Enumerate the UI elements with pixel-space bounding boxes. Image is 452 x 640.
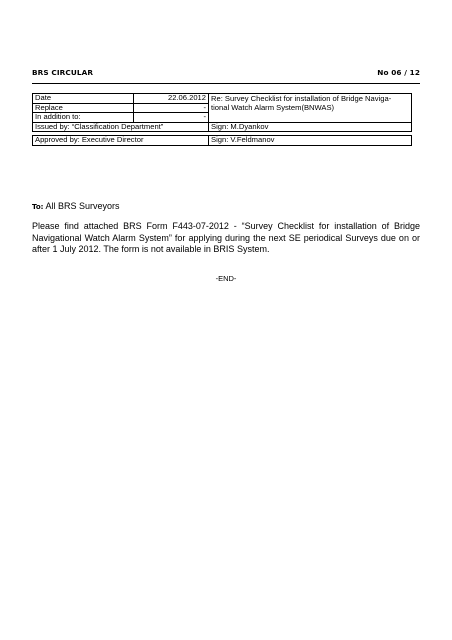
circular-title: BRS CIRCULAR — [32, 68, 94, 77]
table-row — [33, 94, 412, 104]
approved-sign: Sign: V.Feldmanov — [209, 136, 412, 146]
table-row — [33, 136, 412, 146]
end-marker: -END- — [215, 274, 237, 283]
metadata-table — [32, 93, 412, 146]
to-label: To: — [32, 203, 44, 211]
header-rule — [32, 83, 420, 84]
approved-by: Approved by: Executive Director — [33, 136, 209, 146]
date-value: 22.06.2012 — [134, 94, 209, 104]
body-paragraph: Please find attached BRS Form F443-07-2012 - “Survey Checklist for installation of Bridge Navigational Watch Alarm System” for applying during the next SE periodical Surveys due on or after 1 July 2012. The form is not available in BRIS System. — [32, 221, 420, 254]
addition-label: In addition to: — [33, 113, 134, 123]
re-subject: Re: Survey Checklist for installation of Bridge Naviga-tional Watch Alarm System(BNWAS) — [209, 94, 412, 123]
circular-number: No 06 / 12 — [377, 68, 420, 77]
recipient-line — [32, 201, 120, 211]
replace-label: Replace — [33, 103, 134, 113]
addition-value: - — [134, 113, 209, 123]
circular-header — [32, 68, 420, 77]
replace-value: - — [134, 103, 209, 113]
to-value: All BRS Surveyors — [45, 201, 120, 211]
issued-sign: Sign: M.Dyankov — [209, 122, 412, 132]
table-row — [33, 122, 412, 132]
date-label: Date — [33, 94, 134, 104]
issued-by: Issued by: “Classification Department” — [33, 122, 209, 132]
